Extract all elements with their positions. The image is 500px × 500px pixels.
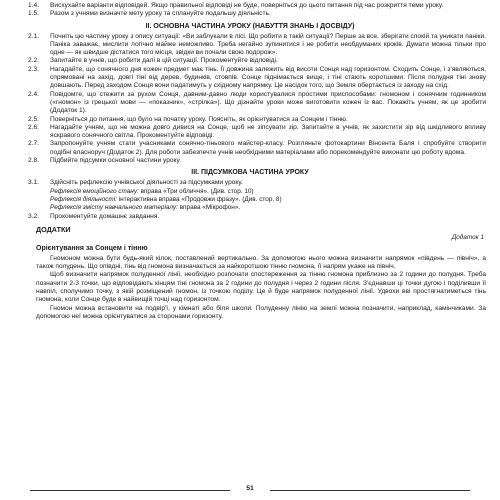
appendix-paragraph: Щоб визначити напрямок полуденної лінії, необхідно розпочати спостереження за тінню гномона приблизно за 2 години до полудня. Треба позначити 2-3 точки, що відповідають кінцям тіні гномона за 2 години до полудня і через 2 години після. З'єднавши ці точки дугою і поділивши її навпіл, сполучимо точку, з якій розміщений гномон, із точкою поділу. Це й буде напрямок полуденної лінії. Удвохи вві простягнатиметься тінь гномона, коли Сонце буде в найвищій точці над горизонтом.: [36, 271, 486, 304]
item-number: 2.5.: [28, 115, 39, 123]
item-number: 3.2.: [28, 212, 39, 220]
footer-rule-right: [270, 490, 470, 491]
list-item: [14, 57, 486, 65]
appendix-label: Додаток 1: [451, 233, 484, 241]
item-number: 1.5.: [28, 10, 39, 18]
section-heading-summary: ІІІ. ПІДСУМКОВА ЧАСТИНА УРОКУ: [191, 169, 309, 177]
item-text: Поверніться до питання, що було на початку уроку. Поясніть, як орієнтуватися за Сонцем і тінню.: [50, 115, 348, 123]
item-number: 2.4.: [28, 90, 39, 98]
list-item: [14, 116, 486, 124]
reflection-line: [14, 204, 486, 212]
item-number: 2.3.: [28, 65, 39, 73]
item-text: Прокоментуйте домашнє завдання.: [50, 212, 160, 220]
reflection-label: Рефлексія змісту навчального матеріалу:: [50, 204, 178, 212]
list-item: [14, 66, 486, 91]
reflection-text: вправа «Три обличчя». (Див. стор. 10): [138, 187, 254, 195]
reflection-line: [14, 196, 486, 204]
reflection-label: Рефлексія діяльності:: [50, 195, 117, 203]
page-number: 51: [246, 485, 254, 492]
item-text: Запитайте в учнів, що робити далі в цій ситуації. Прокоментуйте відповіді.: [50, 57, 278, 65]
item-text: Нагадайте учням, що не можна довго дивися на Сонце, щоб не зіпсувати зір. Запитайте в учнів, як захистити зір від шкідливого впливу яскравого сонячного світла. Прокоментуйте відповіді.: [50, 123, 486, 140]
item-number: 1.4.: [28, 2, 39, 9]
footer-rule-left: [30, 490, 230, 491]
item-text: Разом з учнями визначте мету уроку та сплануйте подальшу діяльність.: [50, 10, 271, 18]
reflection-label: Рефлексія емоційного стану:: [50, 187, 139, 195]
list-item: [14, 179, 486, 187]
list-item: [14, 213, 486, 221]
list-item: [14, 124, 486, 141]
item-number: 2.8.: [28, 157, 39, 165]
reflection-text: інтерактивна вправа «Продовжи фразу». (Див. стор. 8): [116, 195, 282, 203]
list-item: [14, 140, 486, 157]
item-text: Нагадайте, що сонячного дня кожен предмет має тінь. Її довжина залежить від висоти Сонця над горизонтом. Сходить Сонце, і з'являються, спрямовані на захід, довгі тіні від дерев, будинків, стовпів. Сонце піднімається вище, і тіні стають коротшими. Після полудня тіні знову довшають. Перед заходом Сонця вони падатимуть у східному напрямку. Це насідок того, що Земля обертається із заходу на схід.: [50, 65, 486, 90]
item-number: 2.1.: [28, 32, 39, 40]
list-item: [14, 10, 486, 18]
page-footer: [0, 485, 500, 497]
item-text: Висхухайте варіанти відповідей. Якщо правильної відповіді не буде, поверніться до цього питання під час розкриття теми уроку.: [50, 2, 444, 9]
item-text: Підбийте підсумки основної частини уроку.: [50, 157, 181, 165]
item-text: Запропонуйте учням стати учасниками сонячно-тіньового майстер-класу. Розгляньте фотокартини Вінсента Баля і спробуйте створити подібні власноруч (Додаток 2). Для роботи забезпечте учнів необхідними матеріалами або порекомендуйте виконати цю роботу вдома.: [50, 140, 486, 156]
appendix-heading: ДОДАТКИ: [36, 224, 71, 234]
reflection-line: [14, 188, 486, 196]
list-item: [14, 33, 486, 58]
item-number: 2.2.: [28, 57, 39, 65]
list-item: [14, 157, 486, 165]
appendix-title: Орієнтування за Сонцем і тінню: [36, 244, 148, 252]
item-text: Здійсніть рефлексію учнівської діяльності за підсумками уроку.: [50, 179, 243, 187]
item-text: Почніть цю частину уроку з опису ситуації: «Ви заблукали в лісі. Що робити в такій ситуації? Перше за все, зберігати спокій та уникати паніки. Паніка заважає, мислити логічно майже неможливо. Треба негайно зупинитися і не робити необдуманих кроків. Думати можна тільки про одне — як швидше дістатися того місця, звідки ви почали свою подорож».: [50, 32, 486, 57]
appendix-paragraph: Гномон можна встановити на подвір'ї, у кімнаті або біля школи. Полуденну лінію на землі можна позначити, наприклад, камінчиками. За допомогою неї можна орієнтуватися за сторонами горизонту.: [36, 304, 486, 320]
page-content: [14, 0, 486, 321]
item-number: 2.7.: [28, 140, 39, 148]
item-text: Повідомте, що стежити за рухом Сонця, давним-давно люди користувалися простими приспособами: гномоном і сонячним годинником («гномон» із грецької мови — «показник», «стрілка»). Що дізнайте уроки може виготовити кожен із вас. Покажіть учням, як це зробити (Додаток 1).: [50, 90, 486, 115]
appendix-paragraph: Гномоном можна бути будь-який кілок, поставлений вертикально. За допомогою нього можна визначити напрямок «південь — північ», а також полудень. Що опівдні, тінь від гномона визначається за найкоротшою тінню гномона, її напрям укаже на північ.: [36, 254, 486, 271]
section-heading-main: ІІ. ОСНОВНА ЧАСТИНА УРОКУ (НАБУТТЯ ЗНАНЬ І ДОСВІДУ): [145, 22, 355, 30]
item-number: 3.1.: [28, 179, 39, 187]
list-item: [14, 91, 486, 116]
reflection-text: вправа «Мікрофон».: [177, 204, 241, 212]
item-number: 2.6.: [28, 123, 39, 131]
